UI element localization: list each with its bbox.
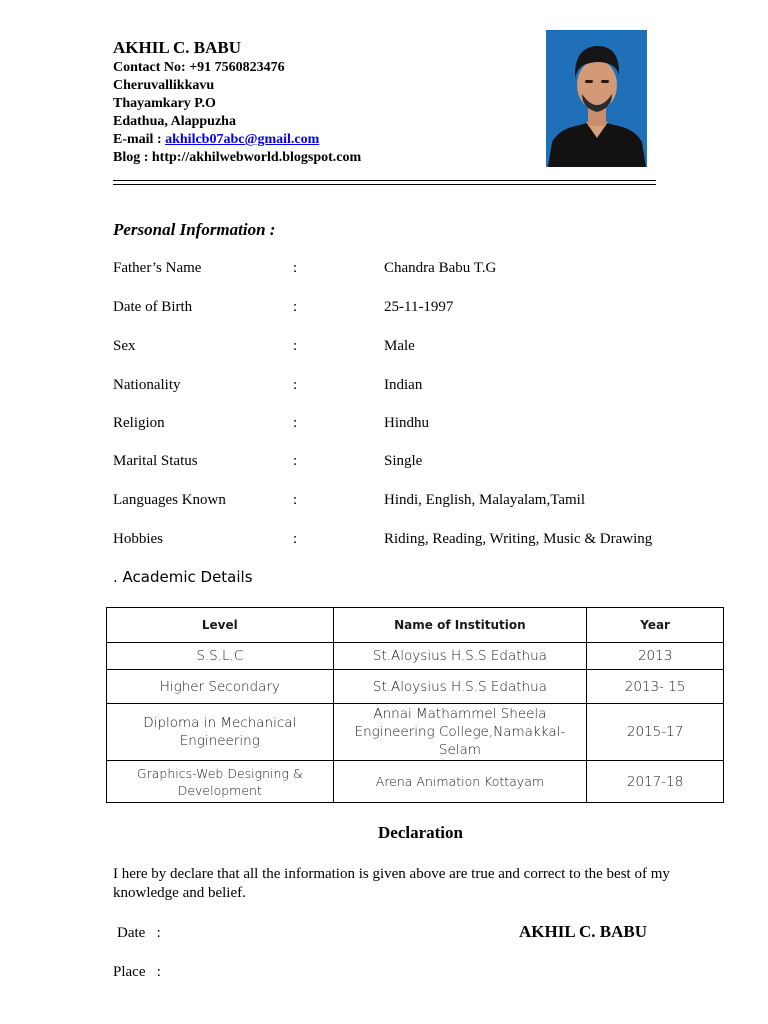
field-label: Hobbies [113, 531, 163, 547]
table-row [107, 670, 724, 704]
table-row [107, 643, 724, 670]
table-cell: 2015-17 [587, 704, 724, 761]
table-cell: S.S.L.C [107, 643, 334, 670]
address-line-3: Edathua, Alappuzha [113, 114, 236, 129]
table-cell: Diploma in Mechanical Engineering [107, 704, 334, 761]
divider-line-top [113, 180, 656, 181]
declaration-text: I here by declare that all the information is given above are true and correct to the best of my knowledge and belief. [113, 866, 670, 901]
signature-name: AKHIL C. BABU [519, 922, 647, 941]
field-colon: : [293, 415, 298, 431]
field-colon: : [293, 338, 298, 354]
table-row [107, 704, 724, 761]
field-colon: : [293, 260, 298, 276]
field-value-fathers-name: Chandra Babu T.G [384, 260, 497, 276]
table-cell: 2017-18 [587, 761, 724, 803]
candidate-name: AKHIL C. BABU [113, 38, 241, 57]
table-cell: 2013 [587, 643, 724, 670]
field-label: Languages Known [113, 492, 226, 508]
field-value-date-of-birth: 25-11-1997 [384, 299, 454, 315]
blog-line: Blog : http://akhilwebworld.blogspot.com [113, 150, 362, 165]
field-label: Father’s Name [113, 260, 202, 276]
personal-info-heading: Personal Information : [113, 220, 276, 239]
field-value-hobbies: Riding, Reading, Writing, Music & Drawing [384, 531, 653, 547]
field-colon: : [293, 492, 298, 508]
field-label: Religion [113, 415, 165, 431]
email-line [113, 131, 319, 149]
table-header-row [107, 608, 724, 643]
place-label: Place : [113, 964, 161, 980]
table-cell: St.Aloysius H.S.S Edathua [333, 670, 587, 704]
profile-photo [546, 30, 647, 167]
table-cell: Arena Animation Kottayam [333, 761, 587, 803]
column-header-institution: Name of Institution [333, 608, 587, 643]
field-value-sex: Male [384, 338, 415, 354]
field-value-religion: Hindhu [384, 415, 429, 431]
table-cell: Graphics-Web Designing & Development [107, 761, 334, 803]
declaration-heading: Declaration [378, 823, 463, 842]
email-link[interactable]: akhilcb07abc@gmail.com [165, 132, 320, 147]
field-value-nationality: Indian [384, 377, 423, 393]
column-header-level: Level [107, 608, 334, 643]
field-colon: : [293, 531, 298, 547]
table-cell: St.Aloysius H.S.S Edathua [333, 643, 587, 670]
table-cell: 2013- 15 [587, 670, 724, 704]
person-photo-icon [546, 30, 647, 167]
field-colon: : [293, 377, 298, 393]
contact-number: Contact No: +91 7560823476 [113, 60, 285, 75]
table-cell: Higher Secondary [107, 670, 334, 704]
field-label: Sex [113, 338, 136, 354]
address-line-2: Thayamkary P.O [113, 96, 216, 111]
field-colon: : [293, 299, 298, 315]
table-row [107, 761, 724, 803]
address-line-1: Cheruvallikkavu [113, 78, 215, 93]
field-value-marital-status: Single [384, 453, 423, 469]
field-label: Nationality [113, 377, 181, 393]
field-value-languages: Hindi, English, Malayalam,Tamil [384, 492, 585, 508]
date-label: Date : [117, 925, 161, 941]
field-colon: : [293, 453, 298, 469]
academic-table [106, 607, 724, 803]
field-label: Marital Status [113, 453, 198, 469]
field-label: Date of Birth [113, 299, 193, 315]
academic-details-heading: . Academic Details [113, 568, 253, 586]
column-header-year: Year [587, 608, 724, 643]
table-cell: Annai Mathammel Sheela Engineering College,Namakkal-Selam [333, 704, 587, 761]
email-label: E-mail : [113, 132, 166, 147]
divider-line-bottom [113, 184, 656, 185]
